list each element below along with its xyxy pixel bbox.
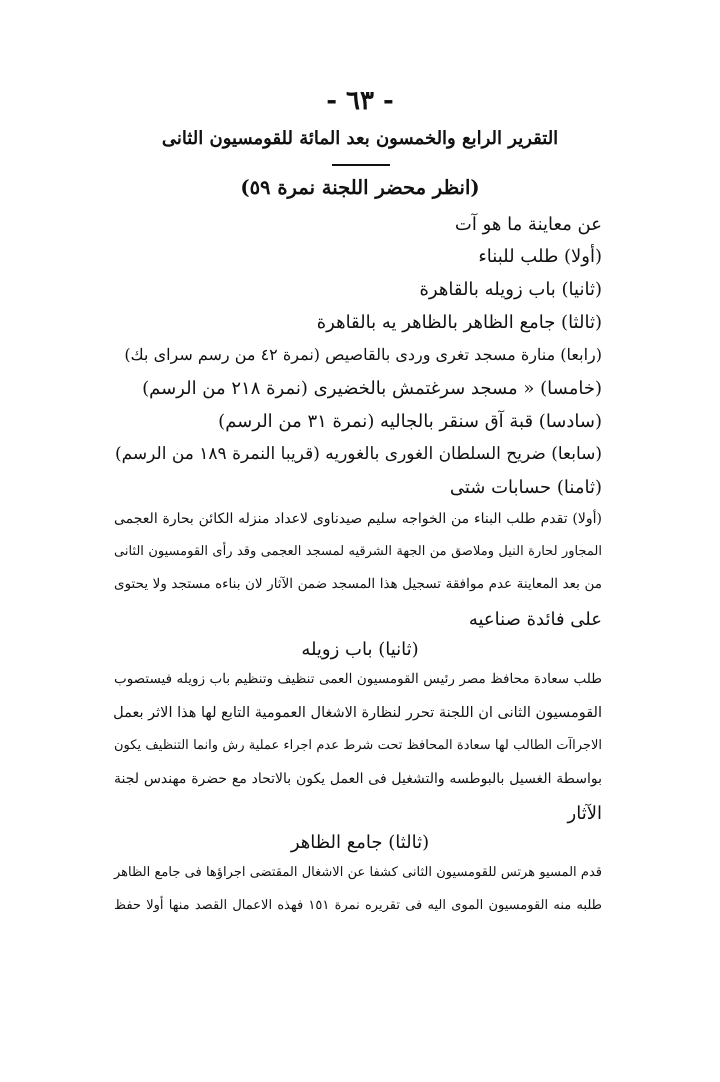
section2-heading: (ثانيا) باب زويله	[301, 639, 419, 660]
section2-line: الاجراآت الطالب لها سعادة المحافظ تحت شرط عدم اجراء عملية رش وانما التنظيف يكون	[114, 738, 602, 753]
list-item: (خامسا) « مسجد سرغتمش بالخضيرى (نمرة ٢١٨ من الرسم)	[142, 378, 602, 399]
section3-line: قدم المسيو هرتس للقومسيون الثانى كشفا عن الاشغال المقتضى اجراؤها فى جامع الظاهر	[114, 865, 602, 880]
list-item: (ثانيا) باب زويله بالقاهرة	[419, 279, 602, 300]
section1-line: على فائدة صناعيه	[468, 609, 602, 630]
committee-reference: (انظر محضر اللجنة نمرة ٥٩)	[240, 176, 480, 199]
section1-line: من بعد المعاينة عدم موافقة تسجيل هذا المسجد ضمن الآثار لان بناءه مستجد ولا يحتوى	[114, 576, 602, 592]
report-title: التقرير الرابع والخمسون بعد المائة للقومسيون الثانى	[161, 128, 559, 149]
page-number: - ٦٣ -	[326, 86, 394, 116]
section3-heading: (ثالثا) جامع الظاهر	[290, 832, 430, 853]
list-item: (ثامنا) حسابات شتى	[449, 477, 602, 498]
section2-line: الآثار	[567, 803, 602, 824]
section1-line: المجاور لحارة النيل وملاصق من الجهة الشرقيه لمسجد العجمى وقد رأى القومسيون الثانى	[114, 544, 602, 559]
inspection-intro: عن معاينة ما هو آت	[454, 214, 602, 235]
section2-line: القومسيون الثانى ان اللجنة تحرر لنظارة الاشغال العمومية التابع لها هذا الاثر بعمل	[113, 705, 602, 721]
list-item: (سادسا) قبة آق سنقر بالجاليه (نمرة ٣١ من الرسم)	[218, 411, 602, 432]
section2-line: طلب سعادة محافظ مصر رئيس القومسيون العمى تنظيف وتنظيم باب زويله فيستصوب	[114, 671, 602, 687]
section3-line: طلبه منه القومسيون الموى اليه فى تقريره نمرة ١٥١ فهذه الاعمال القصد منها أولا حفظ	[114, 898, 602, 913]
list-item: (أولا) طلب للبناء	[478, 246, 602, 267]
list-item: (ثالثا) جامع الظاهر بالظاهر يه بالقاهرة	[316, 312, 602, 333]
section1-line: (أولا) تقدم طلب البناء من الخواجه سليم صيدناوى لاعداد منزله الكائن بحارة العجمى	[114, 511, 602, 527]
list-item: (سابعا) ضريح السلطان الغورى بالغوريه (قريبا النمرة ١٨٩ من الرسم)	[114, 444, 602, 464]
title-divider	[332, 164, 390, 166]
section2-line: بواسطة الغسيل بالبوطسه والتشغيل فى العمل يكون بالاتحاد مع حضرة مهندس لجنة	[114, 771, 602, 787]
list-item: (رابعا) منارة مسجد تغرى وردى بالقاصيص (نمرة ٤٢ من رسم سراى بك)	[124, 345, 602, 364]
